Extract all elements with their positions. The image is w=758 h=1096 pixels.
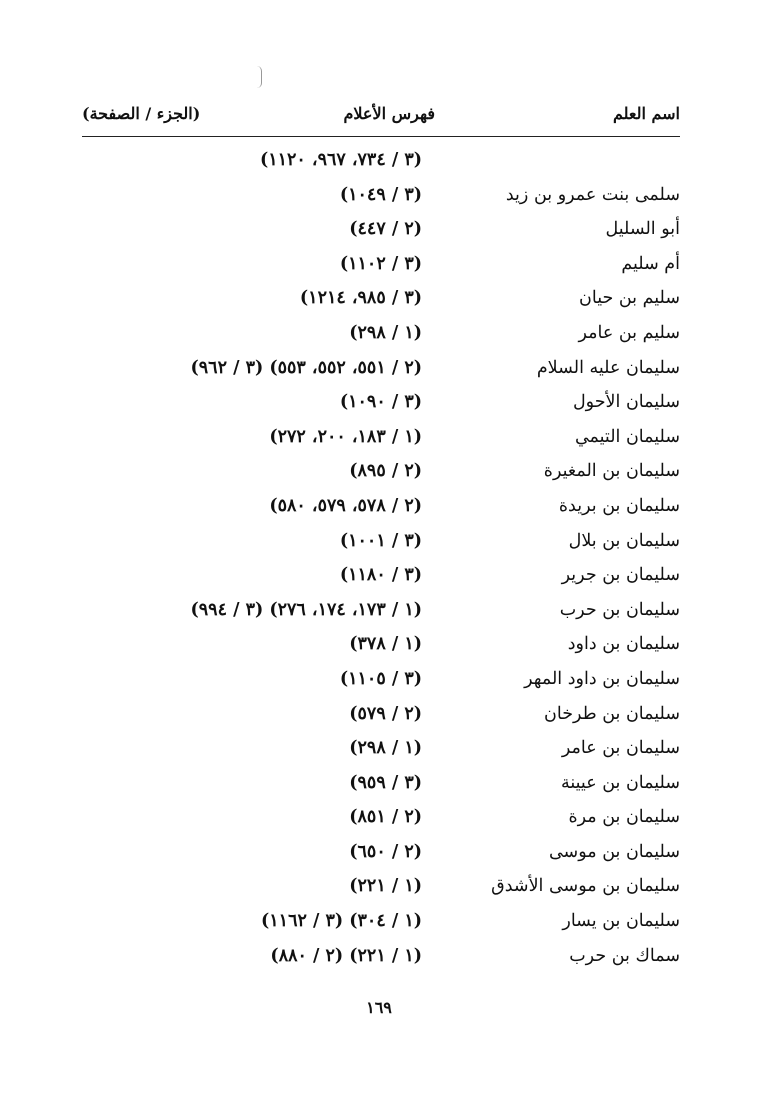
entry-name: سليمان بن بريدة [558, 495, 680, 516]
entry-references: (٣ / ١٠٠١) [339, 530, 422, 551]
index-entry [82, 662, 680, 697]
entry-name: سليمان الأحول [572, 392, 680, 413]
index-title: فهرس الأعلام [343, 104, 435, 123]
index-entry [82, 939, 680, 974]
entry-name: سليمان بن داود المهر [524, 668, 680, 689]
page-number: ١٦٩ [366, 998, 392, 1017]
index-entry [82, 558, 680, 593]
entry-references: (٣ / ٩٨٥، ١٢١٤) [299, 288, 422, 309]
entry-name: سليمان بن يسار [562, 911, 680, 932]
entry-references: (٣ / ٧٣٤، ٩٦٧، ١١٢٠) [259, 150, 422, 170]
entry-name: سليمان بن عيينة [560, 772, 680, 793]
index-header [82, 100, 680, 132]
entry-references: (١ / ٢٢١) (٢ / ٨٨٠) [270, 945, 422, 966]
entry-references: (٢ / ٥٧٨، ٥٧٩، ٥٨٠) [269, 495, 422, 516]
entry-name: سليم بن حيان [579, 288, 680, 309]
index-entry [82, 524, 680, 559]
entry-name: سليمان بن عامر [561, 738, 680, 759]
index-entry [82, 454, 680, 489]
entry-name: سليم بن عامر [578, 322, 680, 343]
index-entry [82, 835, 680, 870]
entry-references: (٢ / ٥٧٩) [349, 703, 422, 724]
index-entry [82, 247, 680, 282]
index-entry [82, 800, 680, 835]
entry-references: (١ / ٢٩٨) [349, 322, 422, 343]
entry-name: سليمان بن موسى الأشدق [491, 876, 680, 897]
entry-name: سليمان عليه السلام [536, 357, 680, 378]
index-entry [82, 593, 680, 628]
index-entry [82, 316, 680, 351]
entry-references: (٣ / ١٠٤٩) [339, 184, 422, 205]
entry-references: (٣ / ١١٠٢) [339, 253, 422, 274]
entry-name: سليمان بن مرة [568, 807, 680, 828]
entry-references: (١ / ١٧٣، ١٧٤، ٢٧٦) (٣ / ٩٩٤) [190, 599, 422, 620]
entry-references: (٣ / ١١٨٠) [339, 565, 422, 586]
index-entry [82, 351, 680, 386]
index-entry [82, 385, 680, 420]
entry-name: سليمان بن حرب [559, 599, 680, 620]
entry-references: (١ / ٣٧٨) [349, 634, 422, 655]
index-entry [82, 143, 680, 178]
reference-column-heading: (الجزء / الصفحة) [82, 104, 201, 123]
entry-references: (٢ / ٨٥١) [349, 807, 422, 828]
index-entry [82, 766, 680, 801]
entry-name: سلمى بنت عمرو بن زيد [505, 184, 680, 205]
entry-name: سليمان بن بلال [568, 530, 680, 551]
entry-references: (٣ / ٩٥٩) [349, 772, 422, 793]
entry-name: سليمان التيمي [574, 426, 680, 447]
index-entry [82, 178, 680, 213]
index-entry [82, 281, 680, 316]
entry-references: (٢ / ٤٤٧) [349, 219, 422, 240]
index-entry [82, 731, 680, 766]
entry-name: سماك بن حرب [569, 945, 680, 966]
entry-references: (٢ / ٦٥٠) [349, 841, 422, 862]
index-entry [82, 697, 680, 732]
entry-name: أم سليم [621, 253, 680, 274]
name-column-heading: اسم العلم [612, 104, 680, 123]
entry-name: سليمان بن موسى [548, 841, 680, 862]
entry-name: سليمان بن جرير [561, 565, 680, 586]
entry-name: سليمان بن المغيرة [543, 461, 680, 482]
entry-name: سليمان بن طرخان [544, 703, 680, 724]
index-entry [82, 489, 680, 524]
scan-mark [257, 66, 262, 88]
entry-references: (١ / ٢٩٨) [349, 738, 422, 759]
entry-references: (٣ / ١٠٩٠) [339, 392, 422, 413]
header-rule [82, 136, 680, 137]
index-entry [82, 869, 680, 904]
index-entry [82, 627, 680, 662]
entry-name: سليمان بن داود [567, 634, 680, 655]
entry-references: (٣ / ١١٠٥) [339, 668, 422, 689]
index-entry [82, 904, 680, 939]
index-entry [82, 212, 680, 247]
index-entry [82, 420, 680, 455]
entry-references: (١ / ٣٠٤) (٣ / ١١٦٢) [261, 911, 422, 932]
entry-references: (١ / ٢٢١) [349, 876, 422, 897]
entry-references: (١ / ١٨٣، ٢٠٠، ٢٧٢) [269, 426, 422, 447]
index-entries [82, 143, 680, 973]
entry-name: أبو السليل [605, 219, 680, 240]
entry-references: (٢ / ٨٩٥) [349, 461, 422, 482]
entry-references: (٢ / ٥٥١، ٥٥٢، ٥٥٣) (٣ / ٩٦٢) [190, 357, 422, 378]
